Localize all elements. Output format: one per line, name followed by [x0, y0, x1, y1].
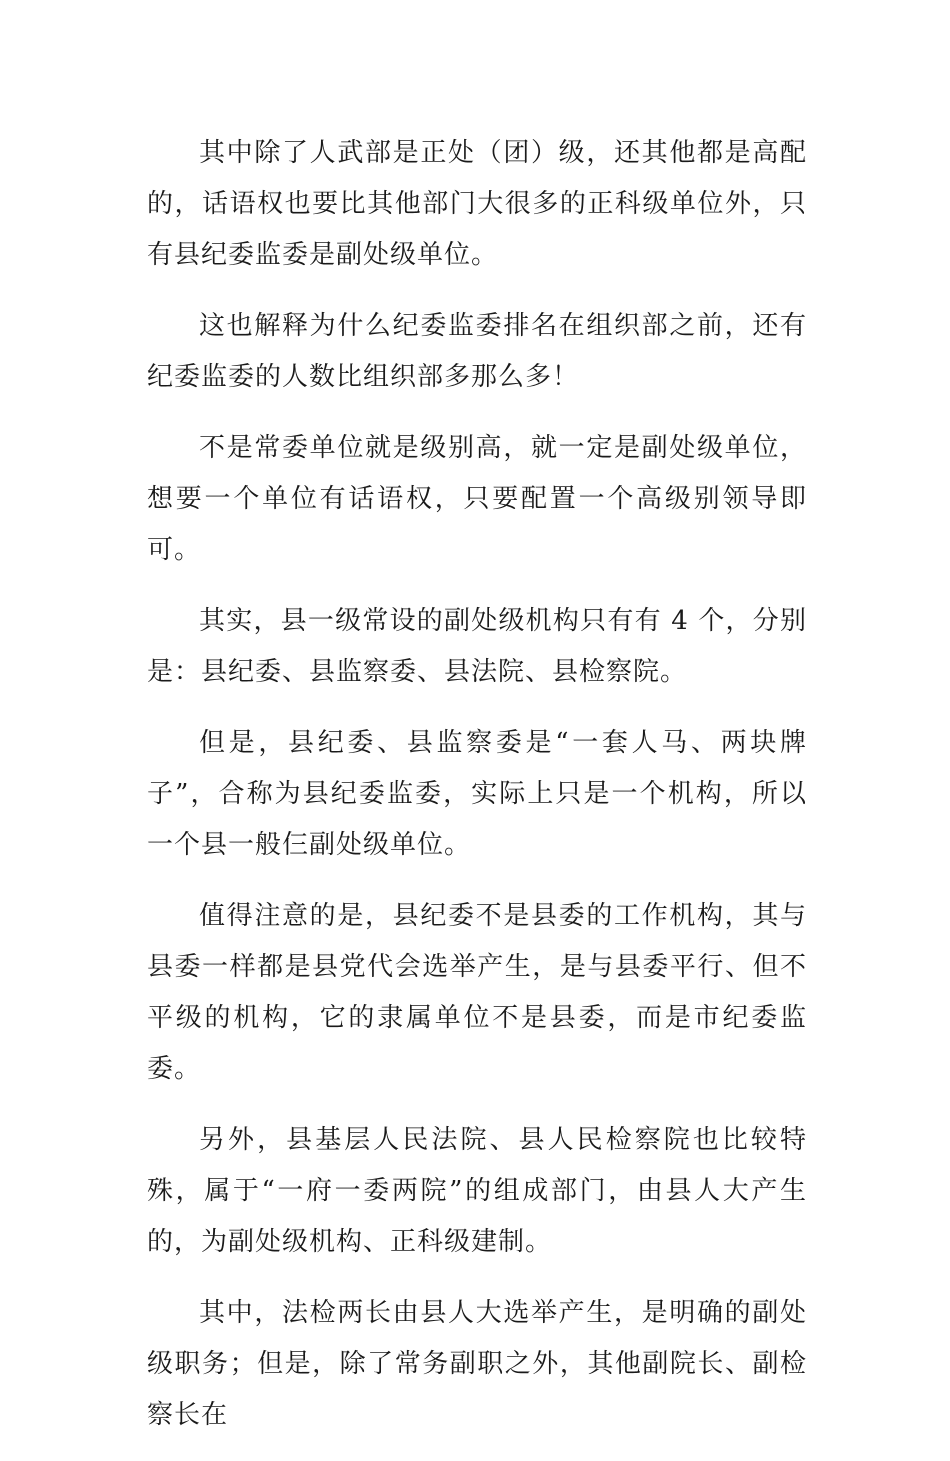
paragraph: 另外，县基层人民法院、县人民检察院也比较特殊，属于“一府一委两院”的组成部门，由县人大产生的，为副处级机构、正科级建制。	[147, 1125, 807, 1257]
paragraph: 这也解释为什么纪委监委排名在组织部之前，还有纪委监委的人数比组织部多那么多！	[147, 311, 807, 392]
paragraph: 不是常委单位就是级别高，就一定是副处级单位，想要一个单位有话语权，只要配置一个高级别领导即可。	[147, 433, 807, 565]
paragraph: 值得注意的是，县纪委不是县委的工作机构，其与县委一样都是县党代会选举产生，是与县委平行、但不平级的机构，它的隶属单位不是县委，而是市纪委监委。	[147, 901, 807, 1084]
paragraph: 但是，县纪委、县监察委是“一套人马、两块牌子”，合称为县纪委监委，实际上只是一个机构，所以一个县一般仨副处级单位。	[147, 728, 807, 860]
paragraph: 其中除了人武部是正处（团）级，还其他都是高配的，话语权也要比其他部门大很多的正科级单位外，只有县纪委监委是副处级单位。	[147, 138, 807, 270]
paragraph: 其实，县一级常设的副处级机构只有有 4 个，分别是：县纪委、县监察委、县法院、县检察院。	[147, 606, 807, 687]
paragraph: 其中，法检两长由县人大选举产生，是明确的副处级职务；但是，除了常务副职之外，其他副院长、副检察长在	[147, 1298, 807, 1430]
document-body	[147, 128, 807, 1461]
